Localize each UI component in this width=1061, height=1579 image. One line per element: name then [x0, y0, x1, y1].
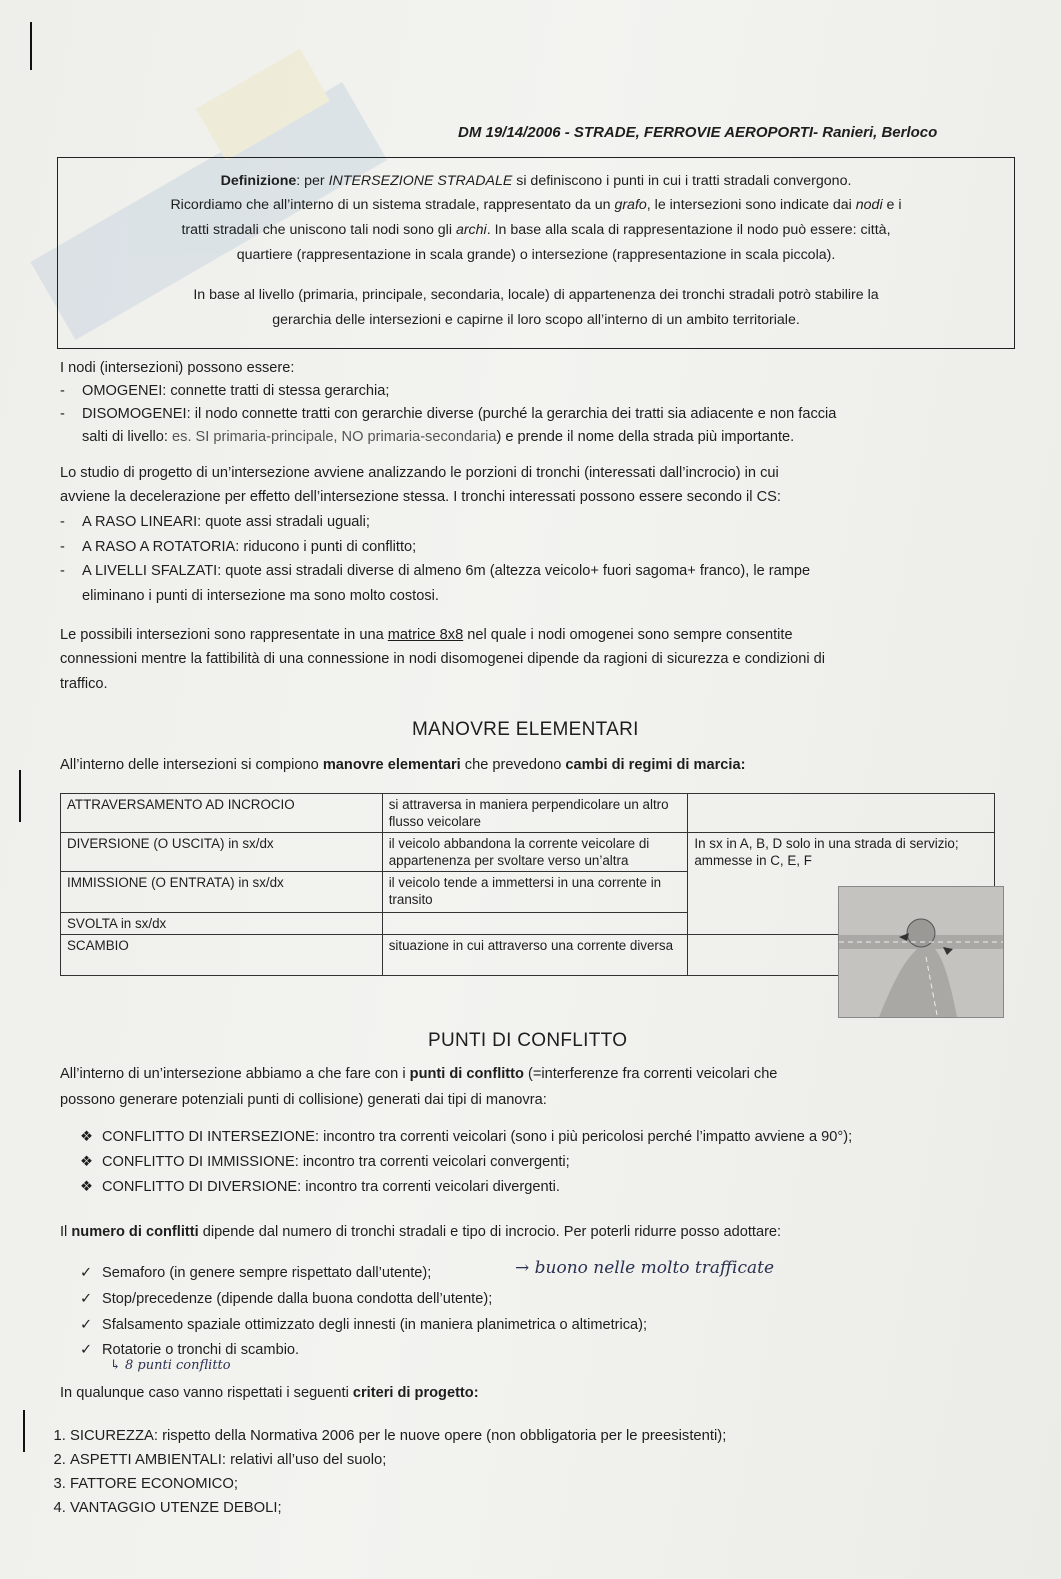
matrix-paragraph-line-1: Le possibili intersezioni sono rappresentate in una matrice 8x8 nel quale i nodi omogenei sono sempre consentite — [60, 627, 793, 643]
conflitto-intro-line-1: All’interno di un’intersezione abbiamo a che fare con i punti di conflitto (=interferenze fra correnti veicolari che — [60, 1066, 778, 1082]
check-icon: ✓ — [80, 1317, 93, 1333]
definition-box — [57, 157, 1015, 349]
nodes-intro: I nodi (intersezioni) possono essere: — [60, 360, 295, 376]
table-note-2: ammesse in C, E, F — [694, 853, 812, 868]
reduction-item-rotatorie: ✓ Rotatorie o tronchi di scambio. — [80, 1342, 300, 1358]
definition-line-4: quartiere (rappresentazione in scala grande) o intersezione (rappresentazione in scala piccola). — [236, 247, 836, 263]
study-paragraph-line-1: Lo studio di progetto di un’intersezione avviene analizzando le porzioni di tronchi (interessati dall’incrocio) in cui — [60, 465, 779, 481]
table-cell: il veicolo abbandona la corrente veicolare di appartenenza per svoltare verso un’altra — [382, 833, 688, 872]
conflitto-intro-line-2: possono generare potenziali punti di collisione) generati dai tipi di manovra: — [60, 1092, 547, 1108]
nodes-item-omogenei: - OMOGENEI: connette tratti di stessa gerarchia; — [60, 383, 390, 399]
study-item-sfalzati-cont: eliminano i punti di intersezione ma sono molto costosi. — [82, 588, 439, 604]
table-cell: SVOLTA in sx/dx — [61, 913, 383, 935]
conflitto-item-diversione: ❖ CONFLITTO DI DIVERSIONE: incontro tra correnti veicolari divergenti. — [80, 1179, 560, 1195]
intersection-diagram-svg — [839, 887, 1003, 1017]
definition-line-1: Definizione: per INTERSEZIONE STRADALE si definiscono i punti in cui i tratti stradali convergono. — [220, 173, 852, 189]
table-cell — [688, 794, 995, 833]
definition-line-5: In base al livello (primaria, principale, secondaria, locale) di appartenenza dei tronchi stradali potrò stabilire la — [193, 287, 879, 303]
study-item-sfalzati: - A LIVELLI SFALZATI: quote assi stradali diverse di almeno 6m (altezza veicolo+ fuori sagoma+ franco), le rampe — [60, 563, 811, 579]
table-cell: situazione in cui attraverso una corrente diversa — [382, 935, 688, 976]
study-item-rotatoria: - A RASO A ROTATORIA: riducono i punti di conflitto; — [60, 539, 417, 555]
page-edge-mark — [23, 1410, 25, 1452]
handwritten-note-semaforo: → buono nelle molto trafficate — [515, 1258, 775, 1278]
table-row — [61, 833, 995, 872]
list-item: 1. SICUREZZA: rispetto della Normativa 2006 per le nuove opere (non obbligatoria per le preesistenti); — [70, 1424, 726, 1448]
table-cell: DIVERSIONE (O USCITA) in sx/dx — [61, 833, 383, 872]
nodes-item-disomogenei-cont: salti di livello: es. SI primaria-principale, NO primaria-secondaria) e prende il nome della strada più importante. — [82, 429, 795, 445]
manovre-intro: All’interno delle intersezioni si compiono manovre elementari che prevedono cambi di regimi di marcia: — [60, 757, 746, 773]
check-icon: ✓ — [80, 1291, 93, 1307]
section-title-manovre: MANOVRE ELEMENTARI — [412, 719, 639, 740]
matrix-paragraph-line-3: traffico. — [60, 676, 108, 692]
diamond-bullet-icon: ❖ — [80, 1129, 94, 1145]
table-cell — [382, 913, 688, 935]
check-icon: ✓ — [80, 1265, 93, 1281]
page-edge-mark — [19, 770, 21, 822]
table-row — [61, 794, 995, 833]
list-item: 2. ASPETTI AMBIENTALI: relativi all’uso del suolo; — [70, 1448, 726, 1472]
definition-line-6: gerarchia delle intersezioni e capirne il loro scopo all’interno di un ambito territoriale. — [272, 312, 800, 328]
check-icon: ✓ — [80, 1342, 93, 1358]
criteria-list — [30, 1424, 726, 1520]
reduction-item-stop: ✓ Stop/precedenze (dipende dalla buona condotta dell’utente); — [80, 1291, 493, 1307]
diamond-bullet-icon: ❖ — [80, 1154, 94, 1170]
reduction-item-sfalsamento: ✓ Sfalsamento spaziale ottimizzato degli innesti (in maniera planimetrica o altimetrica); — [80, 1317, 648, 1333]
reduction-intro: Il numero di conflitti dipende dal numero di tronchi stradali e tipo di incrocio. Per poterli ridurre posso adottare: — [60, 1224, 782, 1240]
document-header: DM 19/14/2006 - STRADE, FERROVIE AEROPORTI- Ranieri, Berloco — [458, 124, 938, 141]
table-cell: ATTRAVERSAMENTO AD INCROCIO — [61, 794, 383, 833]
criteria-intro: In qualunque caso vanno rispettati i seguenti criteri di progetto: — [60, 1385, 479, 1401]
table-cell: IMMISSIONE (O ENTRATA) in sx/dx — [61, 872, 383, 913]
study-paragraph-line-2: avviene la decelerazione per effetto dell’intersezione stessa. I tronchi interessati possono essere secondo il CS: — [60, 489, 781, 505]
page-edge-mark — [30, 22, 32, 70]
section-title-conflitto: PUNTI DI CONFLITTO — [428, 1030, 628, 1051]
diamond-bullet-icon: ❖ — [80, 1179, 94, 1195]
definition-line-2: Ricordiamo che all’interno di un sistema stradale, rappresentato da un grafo, le intersezioni sono indicate dai nodi e i — [170, 197, 902, 213]
list-item: 3. FATTORE ECONOMICO; — [70, 1472, 726, 1496]
matrix-paragraph-line-2: connessioni mentre la fattibilità di una connessione in nodi disomogenei dipende da ragioni di sicurezza e condizioni di — [60, 651, 826, 667]
intersection-diagram-image — [838, 886, 1004, 1018]
table-cell: si attraversa in maniera perpendicolare un altro flusso veicolare — [382, 794, 688, 833]
reduction-item-semaforo: ✓ Semaforo (in genere sempre rispettato dall’utente); — [80, 1265, 432, 1281]
list-item: 4. VANTAGGIO UTENZE DEBOLI; — [70, 1496, 726, 1520]
nodes-item-disomogenei: - DISOMOGENEI: il nodo connette tratti con gerarchie diverse (purché la gerarchia dei tratti sia adiacente e non faccia — [60, 406, 837, 422]
study-item-lineari: - A RASO LINEARI: quote assi stradali uguali; — [60, 514, 370, 530]
table-note-1: In sx in A, B, D solo in una strada di servizio; — [694, 836, 959, 851]
table-cell: il veicolo tende a immettersi in una corrente in transito — [382, 872, 688, 913]
conflitto-item-intersezione: ❖ CONFLITTO DI INTERSEZIONE: incontro tra correnti veicolari (sono i più pericolosi perché l’impatto avviene a 90°); — [80, 1129, 853, 1145]
table-cell: SCAMBIO — [61, 935, 383, 976]
definition-line-3: tratti stradali che uniscono tali nodi sono gli archi. In base alla scala di rappresentazione il nodo può essere: città, — [181, 222, 891, 238]
conflitto-item-immissione: ❖ CONFLITTO DI IMMISSIONE: incontro tra correnti veicolari convergenti; — [80, 1154, 570, 1170]
handwritten-note-rotatorie: ↳ 8 punti conflitto — [110, 1358, 231, 1373]
